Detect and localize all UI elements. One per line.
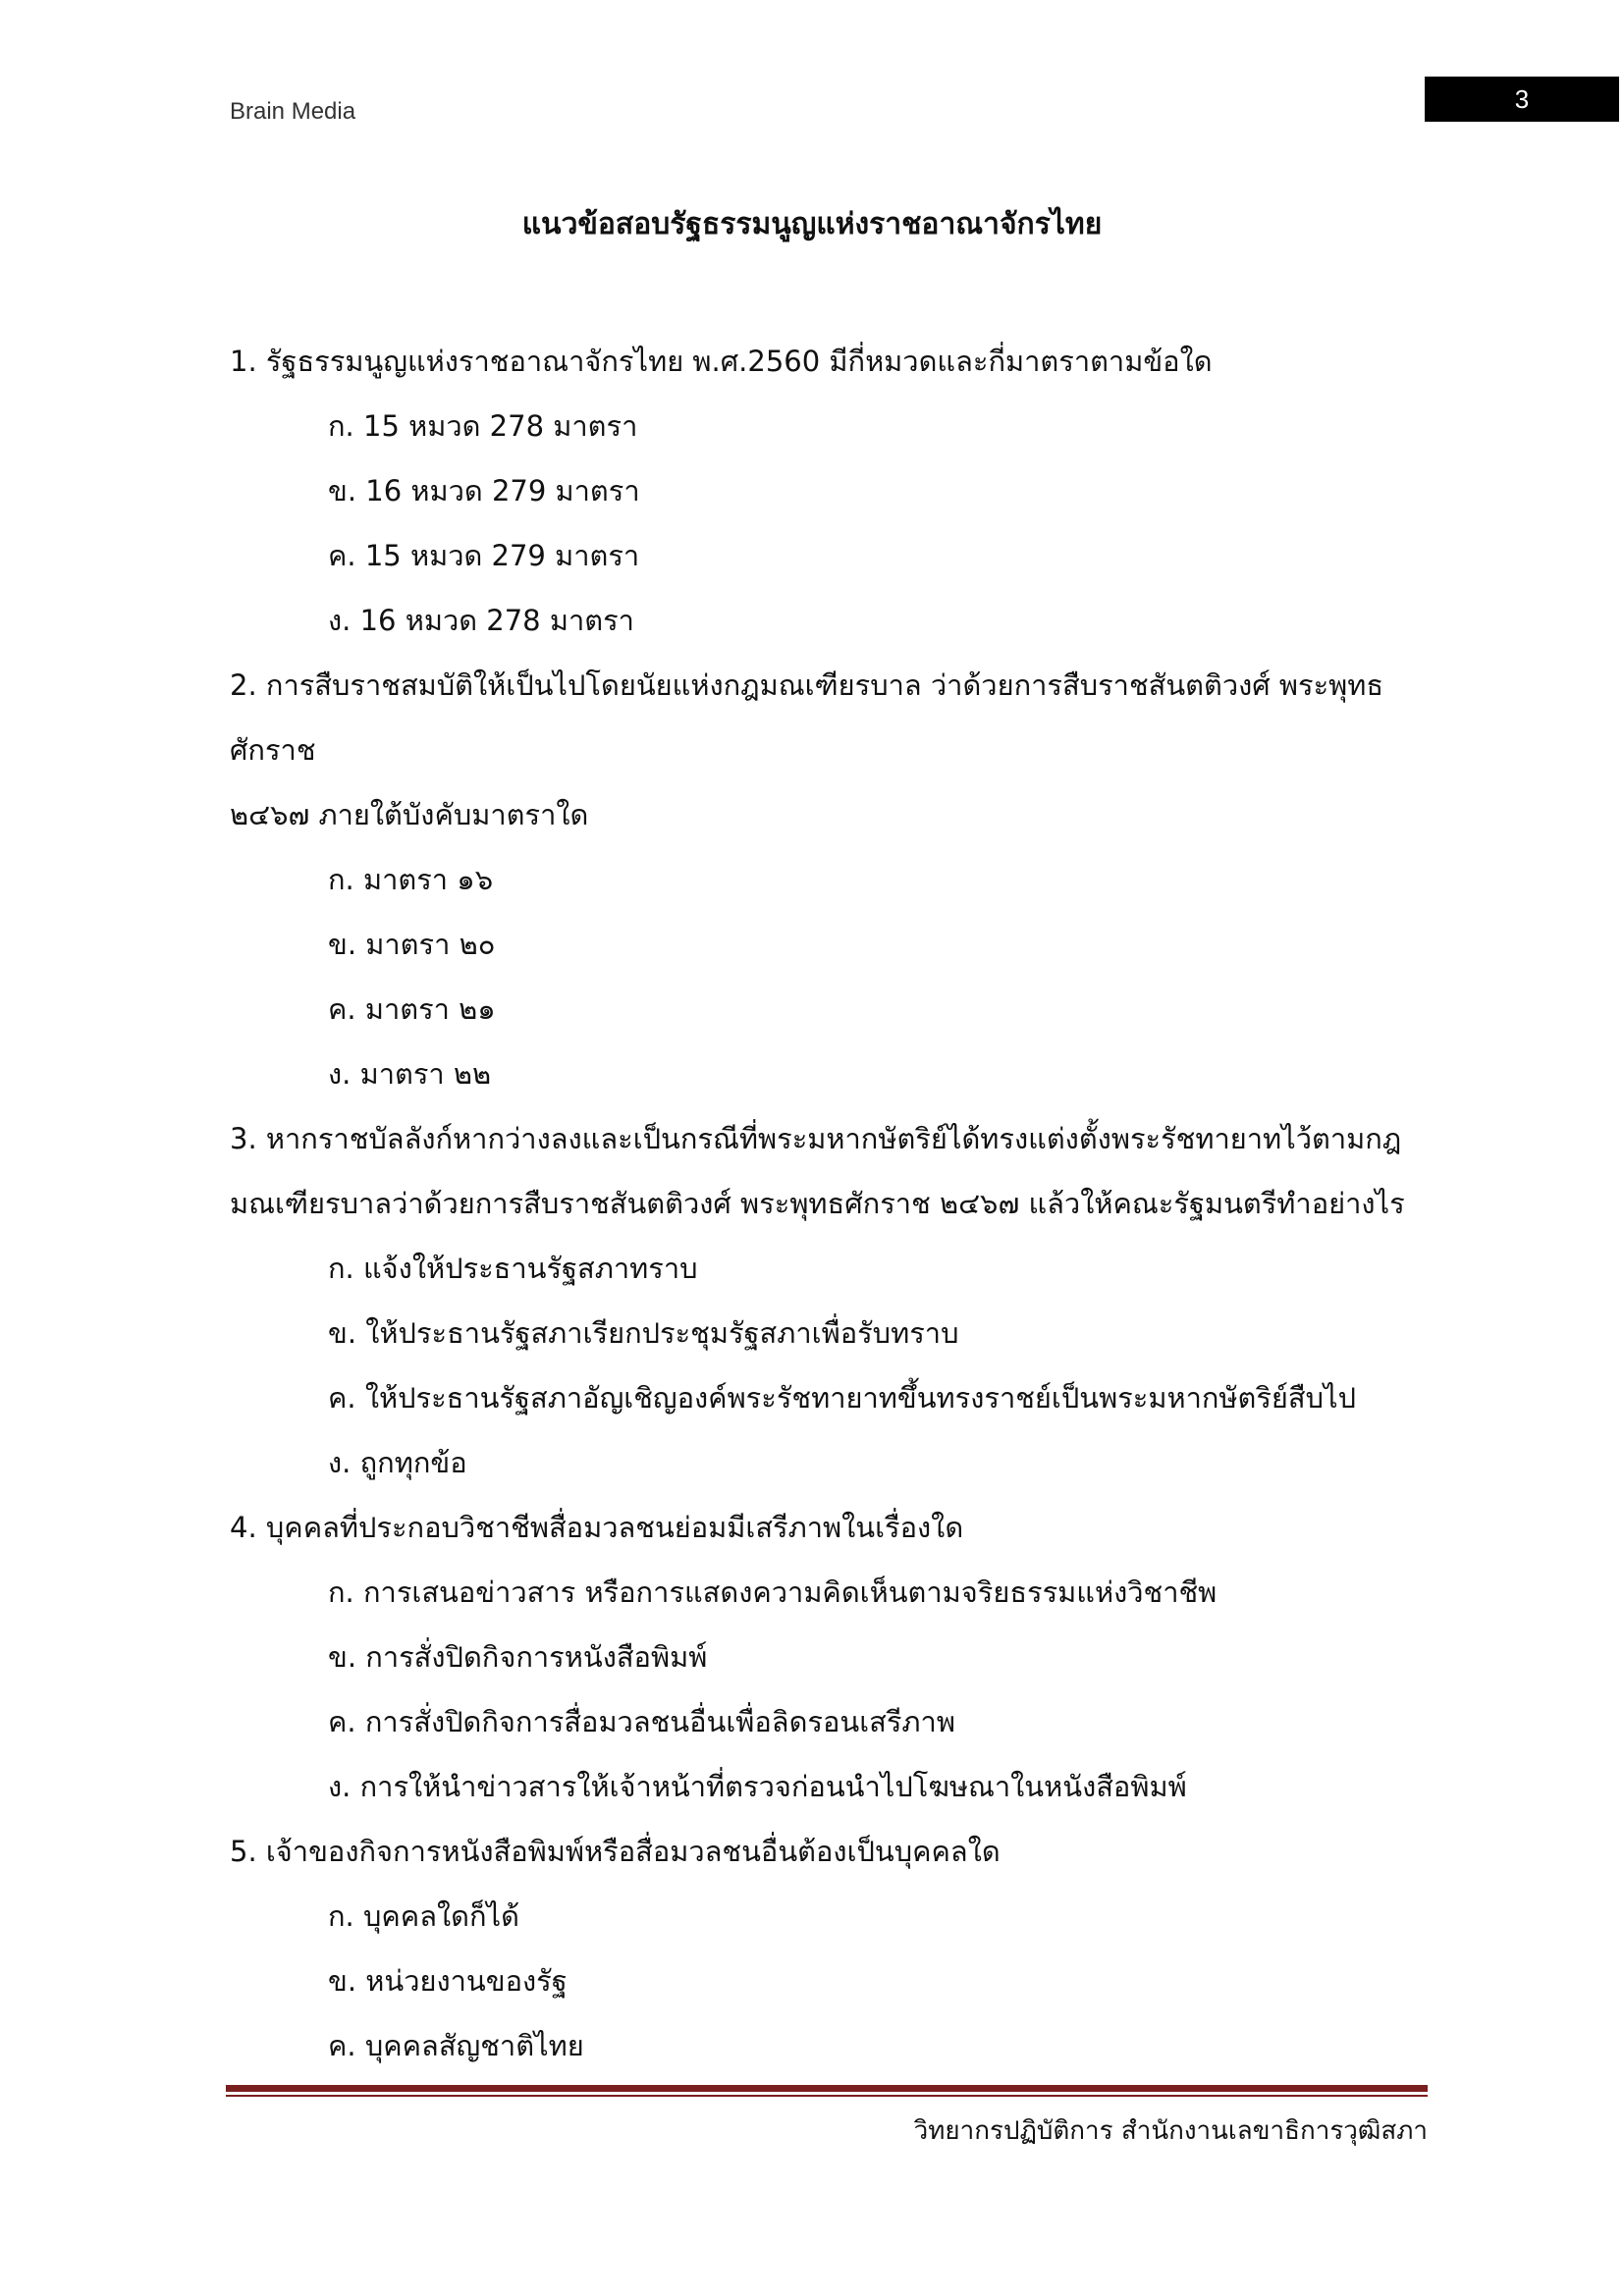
answer-option: ง. มาตรา ๒๒ — [328, 1057, 492, 1091]
question-2 — [230, 653, 1408, 1106]
answer-option: ข. การสั่งปิดกิจการหนังสือพิมพ์ — [328, 1640, 708, 1674]
header-brand: Brain Media — [230, 98, 356, 125]
question-3 — [230, 1106, 1408, 1495]
answer-option: ง. การให้นำข่าวสารให้เจ้าหน้าที่ตรวจก่อนนำไปโฆษณาในหนังสือพิมพ์ — [328, 1770, 1187, 1803]
answer-option: ก. 15 หมวด 278 มาตรา — [328, 409, 638, 443]
answer-option: ข. มาตรา ๒๐ — [328, 928, 496, 961]
answer-option: ก. การเสนอข่าวสาร หรือการแสดงความคิดเห็นตามจริยธรรมแห่งวิชาชีพ — [328, 1575, 1218, 1609]
question-1 — [230, 329, 1408, 653]
answer-option: ก. มาตรา ๑๖ — [328, 863, 494, 896]
footer-divider — [226, 2085, 1428, 2097]
answer-option: ค. มาตรา ๒๑ — [328, 992, 496, 1026]
question-text: 5. เจ้าของกิจการหนังสือพิมพ์หรือสื่อมวลชนอื่นต้องเป็นบุคคลใด — [230, 1835, 1001, 1868]
question-text: 1. รัฐธรรมนูญแห่งราชอาณาจักรไทย พ.ศ.2560 มีกี่หมวดและกี่มาตราตามข้อใด — [230, 345, 1213, 378]
answer-option: ข. 16 หมวด 279 มาตรา — [328, 474, 640, 507]
answer-option: ก. แจ้งให้ประธานรัฐสภาทราบ — [328, 1252, 698, 1285]
answer-option: ง. 16 หมวด 278 มาตรา — [328, 604, 634, 637]
answer-option: ก. บุคคลใดก็ได้ — [328, 1899, 519, 1933]
answer-option: ข. หน่วยงานของรัฐ — [328, 1964, 568, 1998]
question-5 — [230, 1819, 1408, 2078]
answer-option: ค. 15 หมวด 279 มาตรา — [328, 539, 640, 572]
footer-text: วิทยากรปฏิบัติการ สำนักงานเลขาธิการวุฒิสภา — [913, 2116, 1428, 2146]
answer-option: ค. ให้ประธานรัฐสภาอัญเชิญองค์พระรัชทายาทขึ้นทรงราชย์เป็นพระมหากษัตริย์สืบไป — [328, 1381, 1357, 1415]
question-list — [230, 329, 1408, 2078]
document-title: แนวข้อสอบรัฐธรรมนูญแห่งราชอาณาจักรไทย — [521, 207, 1103, 241]
answer-option: ข. ให้ประธานรัฐสภาเรียกประชุมรัฐสภาเพื่อรับทราบ — [328, 1316, 959, 1350]
question-text: ๒๔๖๗ ภายใต้บังคับมาตราใด — [230, 798, 589, 831]
page-number: 3 — [1425, 77, 1619, 122]
answer-option: ง. ถูกทุกข้อ — [328, 1446, 467, 1479]
question-text: 4. บุคคลที่ประกอบวิชาชีพสื่อมวลชนย่อมมีเสรีภาพในเรื่องใด — [230, 1511, 964, 1544]
question-text: 2. การสืบราชสมบัติให้เป็นไปโดยนัยแห่งกฎมณเฑียรบาล ว่าด้วยการสืบราชสันตติวงศ์ พระพุทธศักราช — [230, 668, 1384, 767]
question-text: มณเฑียรบาลว่าด้วยการสืบราชสันตติวงศ์ พระพุทธศักราช ๒๔๖๗ แล้วให้คณะรัฐมนตรีทำอย่างไร — [230, 1187, 1405, 1220]
question-4 — [230, 1495, 1408, 1819]
question-text: 3. หากราชบัลลังก์หากว่างลงและเป็นกรณีที่พระมหากษัตริย์ได้ทรงแต่งตั้งพระรัชทายาทไว้ตามกฎ — [230, 1122, 1402, 1155]
answer-option: ค. การสั่งปิดกิจการสื่อมวลชนอื่นเพื่อลิดรอนเสรีภาพ — [328, 1705, 955, 1738]
answer-option: ค. บุคคลสัญชาติไทย — [328, 2029, 584, 2062]
